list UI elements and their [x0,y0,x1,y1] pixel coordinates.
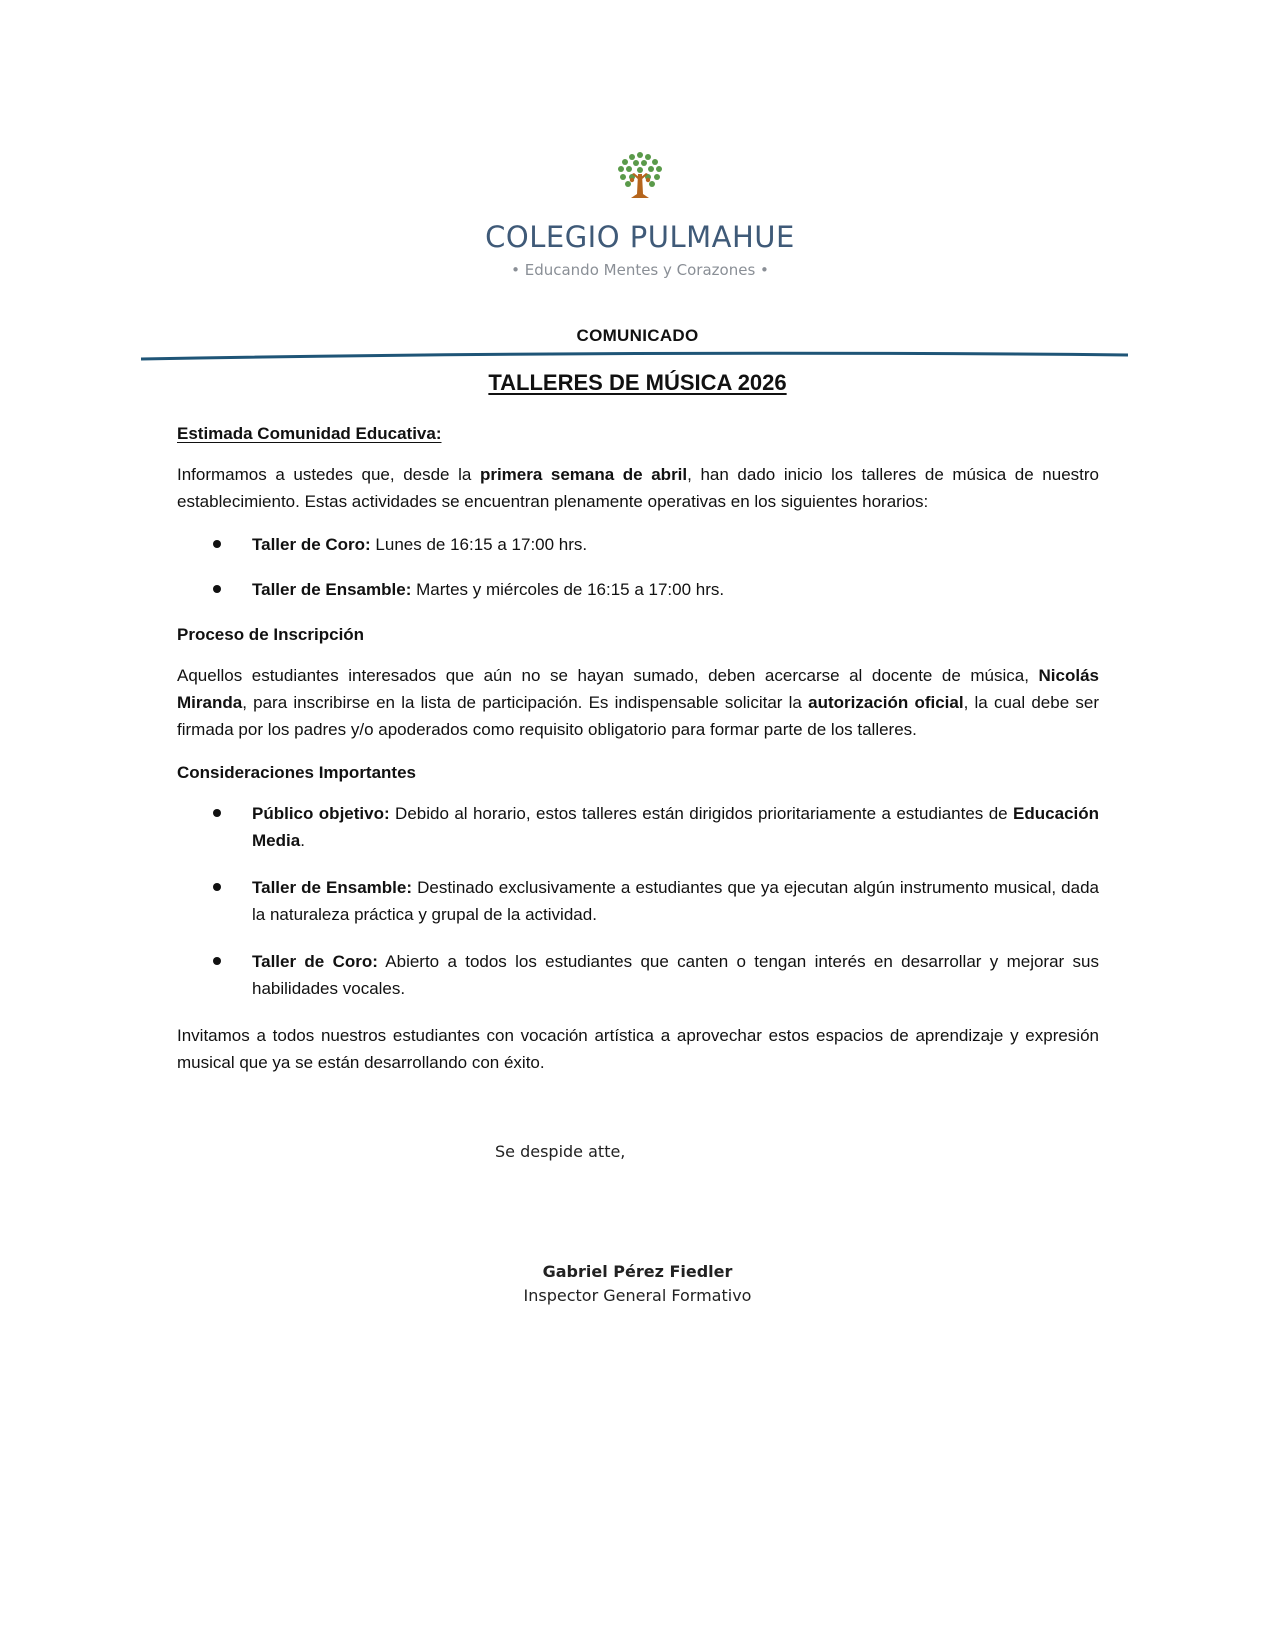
document-body [177,420,1099,1092]
school-tagline: • Educando Mentes y Corazones • [511,261,769,279]
list-item: Taller de Coro: Lunes de 16:15 a 17:00 hrs. [177,531,1099,558]
section-heading-considerations: Consideraciones Importantes [177,763,417,782]
list-item: Taller de Ensamble: Destinado exclusivamente a estudiantes que ya ejecutan algún instrumento musical, dada la naturaleza práctica y grupal de la actividad. [177,874,1099,928]
list-item: Taller de Coro: Abierto a todos los estudiantes que canten o tengan interés en desarrollar y mejorar sus habilidades vocales. [177,948,1099,1002]
list-item: Taller de Ensamble: Martes y miércoles de 16:15 a 17:00 hrs. [177,576,1099,603]
bullet-icon [213,809,221,817]
bullet-icon [213,540,221,548]
header-divider [0,0,1275,380]
document-title: TALLERES DE MÚSICA 2026 [488,370,787,395]
school-name: COLEGIO PULMAHUE [485,220,795,254]
bullet-icon [213,957,221,965]
signer-role: Inspector General Formativo [523,1286,752,1305]
bullet-icon [213,585,221,593]
enrollment-paragraph: Aquellos estudiantes interesados que aún no se hayan sumado, deben acercarse al docente de música, Nicolás Miranda, para inscribirse en la lista de participación. Es indispensable solicitar la autorización oficial, la cual debe ser firmada por los padres y/o apoderados como requisito obligatorio para formar parte de los talleres. [177,666,1099,739]
considerations-list [177,800,1099,1002]
farewell: Se despide atte, [495,1142,626,1161]
bullet-icon [213,883,221,891]
list-item: Público objetivo: Debido al horario, estos talleres están dirigidos prioritariamente a estudiantes de Educación Media. [177,800,1099,854]
intro-paragraph: Informamos a ustedes que, desde la primera semana de abril, han dado inicio los talleres de música de nuestro establecimiento. Estas actividades se encuentran plenamente operativas en los siguientes horarios: [177,465,1099,511]
section-heading-enrollment: Proceso de Inscripción [177,625,365,644]
greeting: Estimada Comunidad Educativa: [177,424,442,443]
document-type: COMUNICADO [576,326,699,345]
signer-name: Gabriel Pérez Fiedler [542,1262,733,1281]
closing-paragraph: Invitamos a todos nuestros estudiantes con vocación artística a aprovechar estos espacios de aprendizaje y expresión musical que ya se están desarrollando con éxito. [177,1026,1099,1072]
schedule-list [177,531,1099,603]
